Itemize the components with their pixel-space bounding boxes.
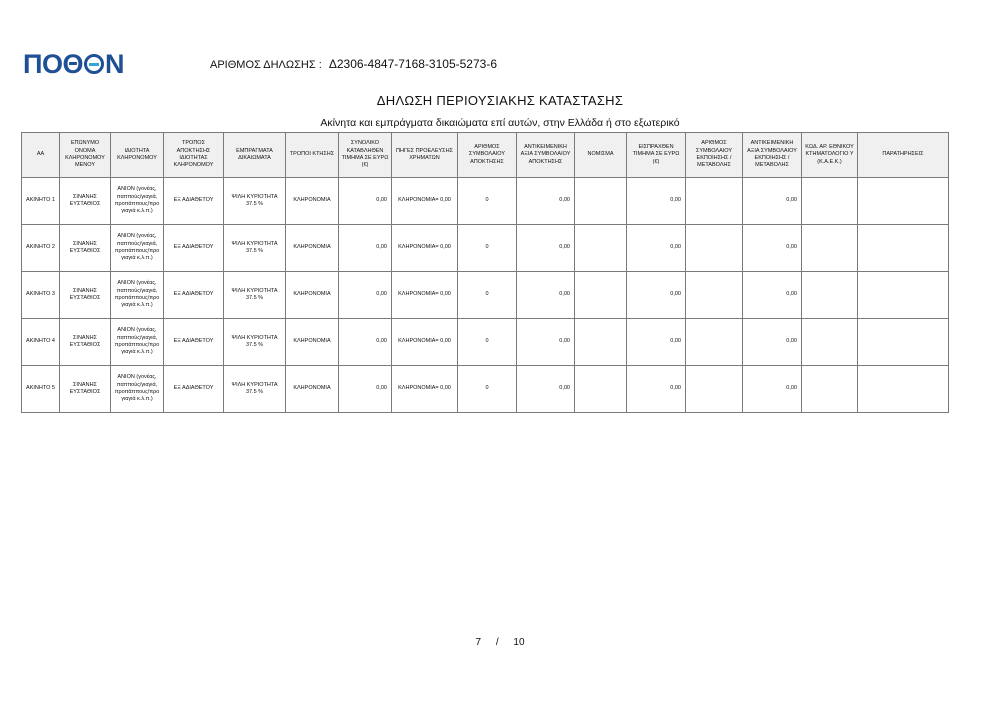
- table-cell: [802, 272, 858, 319]
- column-header: ΑΝΤΙΚΕΙΜΕΝΙΚΗ ΑΞΙΑ ΣΥΜΒΟΛΑΙΟΥ ΕΚΠΟΙΗΣΗΣ / ΜΕΤΑΒΟΛΗΣ: [743, 133, 802, 178]
- table-cell: [575, 272, 627, 319]
- table-cell: [858, 319, 949, 366]
- table-cell: 0,00: [517, 178, 575, 225]
- table-row: [22, 225, 949, 272]
- table-cell: 0,00: [627, 225, 686, 272]
- table-cell: 0,00: [517, 319, 575, 366]
- table-cell: [802, 319, 858, 366]
- table-cell: ΑΚΙΝΗΤΟ 3: [22, 272, 60, 319]
- column-header: ΑΡΙΘΜΟΣ ΣΥΜΒΟΛΑΙΟΥ ΕΚΠΟΙΗΣΗΣ /ΜΕΤΑΒΟΛΗΣ: [686, 133, 743, 178]
- table-cell: ΣΙΝΑΝΗΣ ΕΥΣΤΑΘΙΟΣ: [60, 225, 111, 272]
- column-header: ΕΜΠΡΑΓΜΑΤΑ ΔΙΚΑΙΩΜΑΤΑ: [224, 133, 286, 178]
- table-cell: ΨΙΛΗ ΚΥΡΙΟΤΗΤΑ 37.5 %: [224, 178, 286, 225]
- table-cell: 0,00: [743, 272, 802, 319]
- table-cell: 0,00: [339, 366, 392, 413]
- table-cell: 0,00: [743, 225, 802, 272]
- table-cell: ΣΙΝΑΝΗΣ ΕΥΣΤΑΘΙΟΣ: [60, 319, 111, 366]
- table-cell: [858, 366, 949, 413]
- pothen-logo: [23, 50, 124, 78]
- table-cell: [686, 225, 743, 272]
- table-cell: ΨΙΛΗ ΚΥΡΙΟΤΗΤΑ 37.5 %: [224, 272, 286, 319]
- column-header: ΠΑΡΑΤΗΡΗΣΕΙΣ: [858, 133, 949, 178]
- table-cell: ΚΛΗΡΟΝΟΜΙΑ= 0,00: [392, 319, 458, 366]
- page-separator: /: [495, 637, 499, 648]
- table-cell: 0,00: [339, 272, 392, 319]
- table-cell: ΕΞ ΑΔΙΑΘΕΤΟΥ: [164, 319, 224, 366]
- table-cell: ΚΛΗΡΟΝΟΜΙΑ= 0,00: [392, 272, 458, 319]
- header-row: [22, 133, 949, 178]
- logo-text-end: Ν: [105, 48, 125, 79]
- table-cell: [686, 319, 743, 366]
- table-cell: [575, 225, 627, 272]
- current-page: 7: [475, 637, 482, 648]
- table-cell: 0: [458, 272, 517, 319]
- table-cell: 0: [458, 178, 517, 225]
- table-cell: 0,00: [627, 178, 686, 225]
- table-cell: ΑΝΙΟΝ (γονέας, παππούς/γιαγιά, προπάππους/προ γιαγιά κ.λ.π.): [111, 178, 164, 225]
- table-cell: ΑΚΙΝΗΤΟ 5: [22, 366, 60, 413]
- table-cell: 0,00: [339, 319, 392, 366]
- table-cell: ΕΞ ΑΔΙΑΘΕΤΟΥ: [164, 225, 224, 272]
- table-cell: ΑΝΙΟΝ (γονέας, παππούς/γιαγιά, προπάππους/προ γιαγιά κ.λ.π.): [111, 225, 164, 272]
- table-cell: 0,00: [517, 225, 575, 272]
- table-cell: 0: [458, 225, 517, 272]
- column-header: ΤΡΟΠΟΣ ΑΠΟΚΤΗΣΗΣ ΙΔΙΟΤΗΤΑΣ ΚΛΗΡΟΝΟΜΟΥ: [164, 133, 224, 178]
- declaration-number-label: ΑΡΙΘΜΟΣ ΔΗΛΩΣΗΣ :: [210, 59, 322, 71]
- table-cell: ΨΙΛΗ ΚΥΡΙΟΤΗΤΑ 37.5 %: [224, 366, 286, 413]
- table-cell: ΚΛΗΡΟΝΟΜΙΑ= 0,00: [392, 178, 458, 225]
- table-cell: ΨΙΛΗ ΚΥΡΙΟΤΗΤΑ 37.5 %: [224, 319, 286, 366]
- table-cell: 0,00: [339, 225, 392, 272]
- declaration-number-value: Δ2306-4847-7168-3105-5273-6: [328, 57, 497, 71]
- table-cell: [686, 178, 743, 225]
- table-cell: 0: [458, 366, 517, 413]
- column-header: ΑΑ: [22, 133, 60, 178]
- table-cell: [802, 178, 858, 225]
- table-cell: 0,00: [627, 272, 686, 319]
- column-header: ΣΥΝΟΛΙΚΟ ΚΑΤΑΒΛΗΘΕΝ ΤΙΜΗΜΑ ΣΕ ΕΥΡΩ (€): [339, 133, 392, 178]
- column-header: ΕΙΣΠΡΑΧΘΕΝ ΤΙΜΗΜΑ ΣΕ ΕΥΡΩ (€): [627, 133, 686, 178]
- table-cell: 0,00: [743, 319, 802, 366]
- table-row: [22, 319, 949, 366]
- table-cell: [858, 225, 949, 272]
- table-cell: ΚΛΗΡΟΝΟΜΙΑ: [286, 366, 339, 413]
- table-cell: [575, 178, 627, 225]
- table-cell: ΣΙΝΑΝΗΣ ΕΥΣΤΑΘΙΟΣ: [60, 366, 111, 413]
- declaration-number-line: [210, 57, 497, 71]
- table-cell: 0: [458, 319, 517, 366]
- table-cell: ΑΚΙΝΗΤΟ 4: [22, 319, 60, 366]
- table-cell: [858, 178, 949, 225]
- column-header: ΚΩΔ. ΑΡ. ΕΘΝΙΚΟΥ ΚΤΗΜΑΤΟΛΟΓΙΟ Υ (Κ.Α.Ε.Κ.): [802, 133, 858, 178]
- column-header: ΠΗΓΕΣ ΠΡΟΕΛΕΥΣΗΣ ΧΡΗΜΑΤΩΝ: [392, 133, 458, 178]
- column-header: ΑΝΤΙΚΕΙΜΕΝΙΚΗ ΑΞΙΑ ΣΥΜΒΟΛΑΙΟΥ ΑΠΟΚΤΗΣΗΣ: [517, 133, 575, 178]
- table-cell: ΑΝΙΟΝ (γονέας, παππούς/γιαγιά, προπάππους/προ γιαγιά κ.λ.π.): [111, 366, 164, 413]
- assets-table-header: [22, 133, 949, 178]
- column-header: ΕΠΩΝΥΜΟ ΟΝΟΜΑ ΚΛΗΡΟΝΟΜΟΥ ΜΕΝΟΥ: [60, 133, 111, 178]
- table-cell: 0,00: [743, 366, 802, 413]
- table-cell: ΚΛΗΡΟΝΟΜΙΑ: [286, 178, 339, 225]
- total-pages: 10: [513, 637, 525, 648]
- table-cell: [686, 272, 743, 319]
- table-row: [22, 178, 949, 225]
- table-cell: ΚΛΗΡΟΝΟΜΙΑ: [286, 225, 339, 272]
- table-row: [22, 272, 949, 319]
- assets-table: [21, 132, 949, 413]
- table-cell: ΕΞ ΑΔΙΑΘΕΤΟΥ: [164, 272, 224, 319]
- column-header: ΑΡΙΘΜΟΣ ΣΥΜΒΟΛΑΙΟΥ ΑΠΟΚΤΗΣΗΣ: [458, 133, 517, 178]
- table-cell: [686, 366, 743, 413]
- column-header: ΝΟΜΙΣΜΑ: [575, 133, 627, 178]
- pagination: [0, 637, 1000, 648]
- column-header: ΤΡΟΠΟΙ ΚΤΗΣΗΣ: [286, 133, 339, 178]
- table-cell: ΣΙΝΑΝΗΣ ΕΥΣΤΑΘΙΟΣ: [60, 178, 111, 225]
- table-cell: ΑΚΙΝΗΤΟ 2: [22, 225, 60, 272]
- table-cell: 0,00: [627, 319, 686, 366]
- table-cell: 0,00: [339, 178, 392, 225]
- table-cell: [858, 272, 949, 319]
- table-cell: ΑΝΙΟΝ (γονέας, παππούς/γιαγιά, προπάππους/προ γιαγιά κ.λ.π.): [111, 272, 164, 319]
- table-cell: 0,00: [743, 178, 802, 225]
- table-cell: ΑΚΙΝΗΤΟ 1: [22, 178, 60, 225]
- table-cell: ΚΛΗΡΟΝΟΜΙΑ: [286, 319, 339, 366]
- section-subtitle: Ακίνητα και εμπράγματα δικαιώματα επί αυτών, στην Ελλάδα ή στο εξωτερικό: [320, 117, 680, 129]
- table-cell: [802, 366, 858, 413]
- assets-table-body: [22, 178, 949, 413]
- table-cell: [575, 366, 627, 413]
- table-cell: 0,00: [517, 272, 575, 319]
- table-cell: 0,00: [627, 366, 686, 413]
- table-row: [22, 366, 949, 413]
- table-cell: ΕΞ ΑΔΙΑΘΕΤΟΥ: [164, 366, 224, 413]
- table-cell: ΕΞ ΑΔΙΑΘΕΤΟΥ: [164, 178, 224, 225]
- table-cell: ΣΙΝΑΝΗΣ ΕΥΣΤΑΘΙΟΣ: [60, 272, 111, 319]
- logo-e-glyph: [84, 54, 104, 74]
- column-header: ΙΔΙΟΤΗΤΑ ΚΛΗΡΟΝΟΜΟΥ: [111, 133, 164, 178]
- table-cell: 0,00: [517, 366, 575, 413]
- page-title: ΔΗΛΩΣΗ ΠΕΡΙΟΥΣΙΑΚΗΣ ΚΑΤΑΣΤΑΣΗΣ: [376, 93, 624, 108]
- table-cell: ΑΝΙΟΝ (γονέας, παππούς/γιαγιά, προπάππους/προ γιαγιά κ.λ.π.): [111, 319, 164, 366]
- table-cell: ΨΙΛΗ ΚΥΡΙΟΤΗΤΑ 37.5 %: [224, 225, 286, 272]
- logo-text-start: ΠΟΘ: [23, 48, 84, 79]
- table-cell: [575, 319, 627, 366]
- table-cell: ΚΛΗΡΟΝΟΜΙΑ= 0,00: [392, 225, 458, 272]
- table-cell: [802, 225, 858, 272]
- table-cell: ΚΛΗΡΟΝΟΜΙΑ: [286, 272, 339, 319]
- table-cell: ΚΛΗΡΟΝΟΜΙΑ= 0,00: [392, 366, 458, 413]
